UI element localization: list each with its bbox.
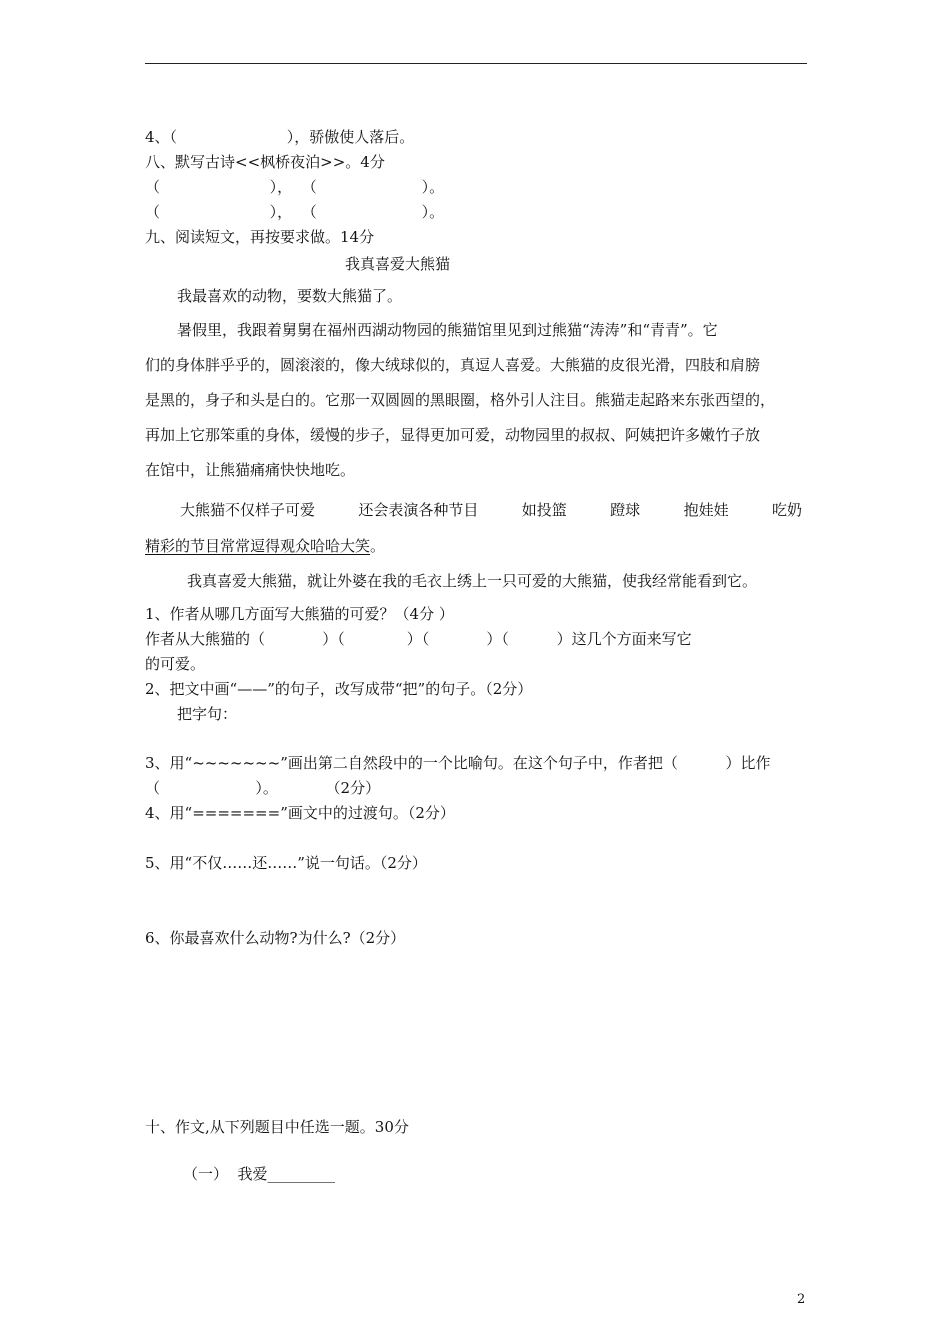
passage-title: 我真喜爱大熊猫 bbox=[345, 255, 451, 273]
passage-p2-line-2: 们的身体胖乎乎的，圆滚滚的，像大绒球似的，真逗人喜爱。大熊猫的皮很光滑，四肢和肩膀 bbox=[145, 356, 761, 374]
question-6: 6、你最喜欢什么动物?为什么?（2分） bbox=[145, 929, 406, 947]
passage-p2-line-4: 再加上它那笨重的身体，缓慢的步子，显得更加可爱，动物园里的叔叔、阿姨把许多嫩竹子放 bbox=[145, 426, 761, 444]
page-number: 2 bbox=[797, 1292, 806, 1307]
essay-option-1: （一） 我爱_________ bbox=[183, 1165, 336, 1183]
question-2-answer-label: 把字句： bbox=[177, 705, 238, 723]
question-1-answer-line-2: 的可爱。 bbox=[145, 655, 206, 673]
p3-part-2: 还会表演各种节目 bbox=[358, 501, 479, 519]
section-10-title: 十、作文,从下列题目中任选一题。30分 bbox=[145, 1118, 409, 1136]
poem-line-2: （ ）， （ ）。 bbox=[145, 203, 445, 221]
p3-end: 。 bbox=[370, 537, 386, 555]
passage-p2-line-1: 暑假里，我跟着舅舅在福州西湖动物园的熊猫馆里见到过熊猫“涛涛”和“青青”。它 bbox=[177, 321, 718, 339]
passage-p3-line-2 bbox=[145, 536, 385, 556]
question-1-answer-line-1: 作者从大熊猫的（ ）（ ）（ ）（ ）这几个方面来写它 bbox=[145, 630, 692, 648]
p3-part-6: 吃奶 bbox=[771, 501, 802, 519]
poem-line-1: （ ）， （ ）。 bbox=[145, 178, 445, 196]
passage-p2-line-5: 在馆中，让熊猫痛痛快快地吃。 bbox=[145, 461, 356, 479]
header-rule bbox=[145, 63, 807, 64]
question-2: 2、把文中画“——”的句子，改写成带“把”的句子。（2分） bbox=[145, 680, 533, 698]
question-1: 1、作者从哪几方面写大熊猫的可爱？（4分 ） bbox=[145, 605, 454, 623]
question-3-line-1: 3、用“~~~~~~~”画出第二自然段中的一个比喻句。在这个句子中，作者把（ ）比作 bbox=[145, 754, 771, 772]
passage-p2-line-3: 是黑的，身子和头是白的。它那一双圆圆的黑眼圈，格外引人注目。熊猫走起路来东张西望的， bbox=[145, 391, 776, 409]
q7-item-4: 4、（ ），骄傲使人落后。 bbox=[145, 128, 415, 146]
passage-paragraph-1: 我最喜欢的动物，要数大熊猫了。 bbox=[177, 287, 403, 305]
passage-paragraph-3 bbox=[180, 500, 802, 520]
question-4: 4、用“=======”画文中的过渡句。（2分） bbox=[145, 804, 455, 822]
p3-part-3: 如投篮 bbox=[521, 501, 567, 519]
p3-part-1: 大熊猫不仅样子可爱 bbox=[180, 501, 316, 519]
p3-part-4: 蹬球 bbox=[610, 501, 641, 519]
question-3-line-2: （ ）。 （2分） bbox=[145, 779, 381, 797]
underlined-sentence: 精彩的节目常常逗得观众哈哈大笑 bbox=[145, 537, 371, 555]
section-9-title: 九、阅读短文，再按要求做。14分 bbox=[145, 228, 375, 246]
p3-part-5: 抱娃娃 bbox=[683, 501, 729, 519]
section-8-title: 八、默写古诗<<枫桥夜泊>>。4分 bbox=[145, 153, 385, 171]
passage-paragraph-4: 我真喜爱大熊猫，就让外婆在我的毛衣上绣上一只可爱的大熊猫，使我经常能看到它。 bbox=[187, 572, 758, 590]
question-5: 5、用“不仅……还……”说一句话。（2分） bbox=[145, 854, 427, 872]
